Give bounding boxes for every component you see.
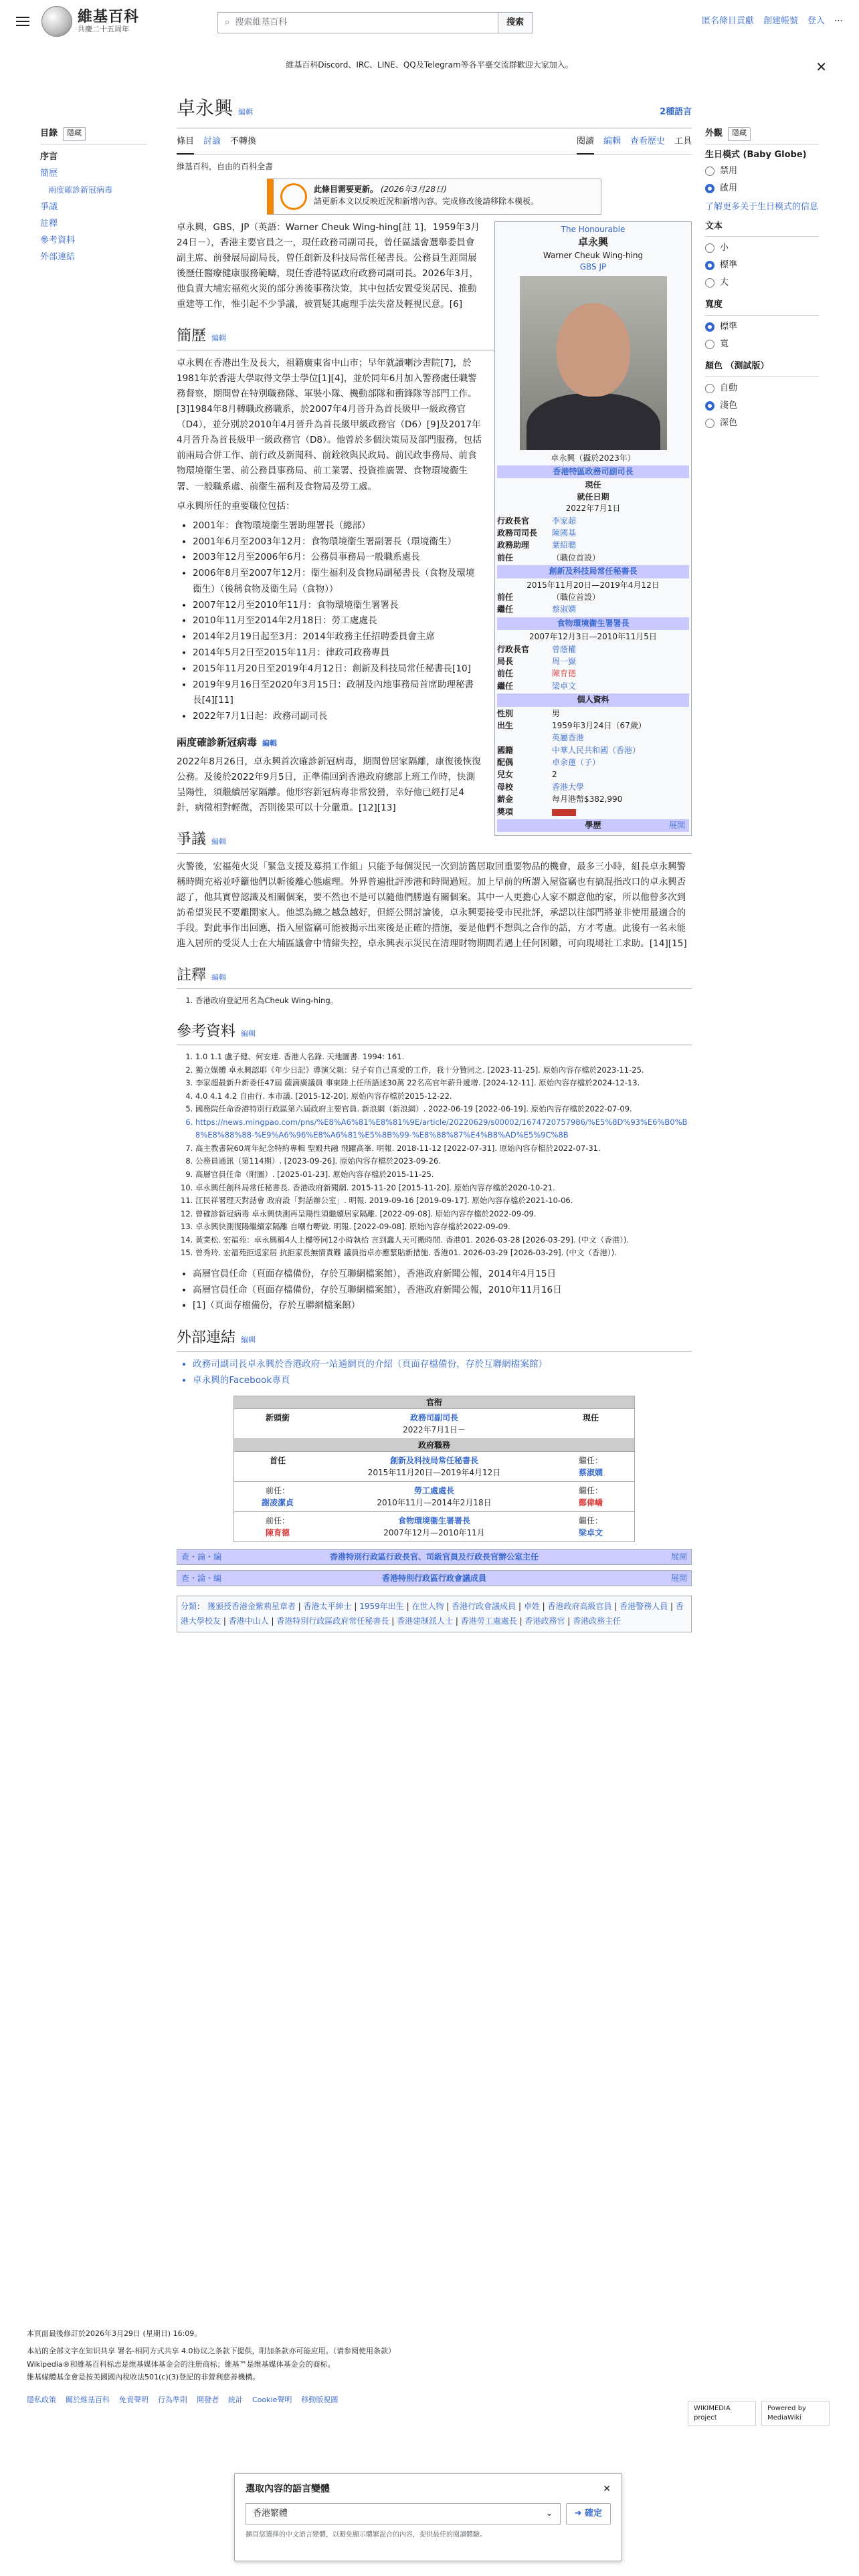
dialog-note: 擴頁您選擇的中文語言變體，以避免顯示體繁混合的內容，提供最佳的閱讀體驗。	[246, 2531, 486, 2539]
list-item: 1. 香港政府登記用名為Cheuk Wing-hing。	[195, 994, 692, 1008]
section-edit-link[interactable]: 編輯	[211, 837, 227, 847]
infobox-row: 局長 周一嶽	[497, 656, 577, 666]
section-edit-link[interactable]: 編輯	[211, 973, 227, 982]
footer-link[interactable]: 免責聲明	[119, 2395, 149, 2405]
covid-paragraph: 2022年8月26日，卓永興首次確診新冠病毒，期間曾居家隔離，康復後恢復公務。及後於2022年9月5日，正準備回到香港政府總部上班工作時，快測呈陽性，須繼續居家隔離。他形容新冠病毒非常狡猾，幸好他已經打足4針，病徵相對輕微，否則後果可以十分嚴重。[12][13]	[177, 756, 481, 814]
category-link[interactable]: 香港大學校友	[181, 1601, 684, 1626]
last-edited: 本頁面最後修訂於2026年3月29日 (星期日) 16:09。	[27, 2329, 202, 2338]
tab-read[interactable]: 閱讀	[577, 134, 594, 154]
section-edit-link[interactable]: 編輯	[241, 1029, 256, 1038]
section-heading: 兩度確診新冠病毒	[177, 736, 258, 748]
infobox-row: 前任 陳育德	[497, 669, 577, 679]
toc-title: 目錄	[40, 128, 58, 138]
infobox-row: 繼任 蔡淑嫻	[497, 605, 577, 615]
footer-link[interactable]: 關於維基百科	[66, 2395, 110, 2405]
succession-subheader: 政府職務	[234, 1438, 634, 1451]
medal-ribbon-icon	[552, 809, 576, 816]
color-auto-radio[interactable]: 自動	[705, 380, 819, 397]
text-large-radio[interactable]: 大	[705, 274, 819, 292]
external-links-list	[193, 1357, 692, 1389]
toc-item[interactable]: 註釋	[40, 218, 58, 229]
infobox-row: 行政長官 曾蔭權	[497, 644, 577, 654]
succession-office-link[interactable]: 勞工處處長	[413, 1485, 454, 1495]
text-standard-radio[interactable]: 標準	[705, 257, 819, 274]
reference-item: 7. 高主教書院60周年紀念特約專輯 聖殿共融 飛躍高峯. 明報. 2018-11-12 [2022-07-31]. 原始內容存檔於2022-07-31.	[195, 1142, 692, 1156]
title-edit-link[interactable]: 編輯	[238, 108, 254, 116]
notes-list	[195, 994, 692, 1008]
footer-link[interactable]: 移動版視圖	[301, 2395, 339, 2405]
navbox-executive	[177, 1549, 692, 1565]
infobox-honorific: The Honourable	[561, 224, 626, 234]
text-size-label: 文本	[705, 220, 819, 237]
list-item: • 高層官員任命（頁面存檔備份，存於互聯網檔案館），香港政府新聞公報，2010年11月16日	[193, 1283, 692, 1299]
reference-item: 8. 公務員通訊（第114期）. [2023-09-26]. 原始內容存檔於2023-09-26.	[195, 1155, 692, 1168]
toc-list	[40, 148, 147, 265]
category-link[interactable]: 香港太平紳士	[303, 1601, 352, 1611]
succession-header: 官衔	[234, 1396, 634, 1408]
category-links: 分類： 獲頒授香港金紫荊星章者 | 香港太平紳士 | 1959年出生 | 在世人物 | 香港行政會議成員 | 卓姓 | 香港政府高級官員 | 香港警務人員 | 香港大學校友 | 香港中山人 | 香港特別行政區政府常任秘書長 | 香港建制派人士 | 香港勞工處處長 | 香港政務官 | 香港政務主任	[177, 1596, 692, 1632]
color-label: 顏色 （測試版）	[705, 360, 819, 377]
succession-previous: 新頭銜	[265, 1412, 290, 1422]
footer-badges	[688, 2401, 830, 2426]
category-link[interactable]: 香港行政會議成員	[452, 1601, 516, 1611]
infobox-row: 薪金 每月港幣$382,990	[497, 794, 623, 804]
incumbent-label: 現任	[585, 480, 601, 490]
list-item: • 2001年6月至2003年12月：食物環境衞生署副署長（環境衞生）	[193, 534, 692, 550]
clock-icon	[280, 183, 307, 210]
posts-intro: 卓永興所任的重要職位包括：	[177, 500, 295, 512]
text-small-radio[interactable]: 小	[705, 239, 819, 257]
width-wide-radio[interactable]: 寬	[705, 336, 819, 353]
dispute-paragraph: 火警後，宏福苑火災「緊急支援及募捐工作組」只能予每個災民一次到訪舊居取回重要物品的機會，最多三小時，組長卓永興警稱時間充裕並呼籲他們以斬後離心態處理。外界普遍批評涉港和時間過短。加上早前的所謂入屋盜竊也有搞混指改口的卓永興否認了，他其實曾認識及相關個案，要不然也不是可以隨他們勝過有關個案。其中一人更擔心人家不願意他的家，所以他曾多次到訪希望災民不要離開家人。他認為總之越急越好，但經公開討論後，卓永興要接受市民批評，承認以往部門將並非使用最適合的手段。對此事作出回應，指入屋盜竊可能被揭示出來後是正確的措施，要是他們不想與之合作的話，方才考慮。此後有一名未能進入居所的受災人士在大埔區議會中情緒失控，卓永興表示災民在清理財物期間若遇上任何困難，可向現場社工求助。[14][15]	[177, 861, 687, 950]
list-item: • 2014年2月19日起至3月：2014年政務主任招聘委員會主席	[193, 629, 692, 645]
list-item: • 2019年9月16日至2020年3月15日：政制及內地事務局首席助理秘書長[4][11]	[193, 677, 692, 710]
article-content	[177, 94, 692, 1632]
wikimedia-badge[interactable]: WIKIMEDIA project	[688, 2401, 756, 2426]
toc-sidebar	[40, 127, 147, 265]
create-account-link[interactable]: 創建帳號	[763, 16, 798, 26]
category-link[interactable]: 在世人物	[411, 1601, 444, 1611]
reference-item: 14. 黃業松. 宏福苑：卓永興稱4人上樓等同12小時執拾 言到蠢人天可搬時間. 香港01. 2026-03-28 [2026-03-29]. (中文（香港）).	[195, 1234, 692, 1247]
external-link[interactable]: • 政務司副司長卓永興於香港政府一站通網頁的介紹（頁面存檔備份，存於互聯網檔案館）	[193, 1357, 692, 1373]
width-label: 寬度	[705, 298, 819, 316]
section-heading: 爭議	[177, 831, 207, 849]
infobox-row: 前任 （職位首設）	[497, 552, 601, 562]
confirm-button[interactable]: ➜ 確定	[566, 2503, 611, 2525]
infobox-name: 卓永興	[577, 236, 608, 249]
tab-history[interactable]: 查看歷史	[630, 136, 665, 146]
mediawiki-badge[interactable]: Powered by MediaWiki	[761, 2401, 830, 2426]
category-link[interactable]: 香港警務人員	[619, 1601, 668, 1611]
update-notice-box	[267, 179, 601, 215]
reference-item: 5. 國務院任命香港特別行政區第六屆政府主要官員. 新浪網（新浪網）. 2022-06-19 [2022-06-19]. 原始內容存檔於2022-07-09.	[195, 1103, 692, 1116]
category-link[interactable]: 1959年出生	[359, 1601, 404, 1611]
site-logo[interactable]	[41, 6, 139, 37]
category-link[interactable]: 卓姓	[523, 1601, 540, 1611]
footer-link[interactable]: 統計	[228, 2395, 243, 2405]
predecessor-link[interactable]: 陳育德	[265, 1527, 290, 1537]
category-link[interactable]: 香港政務官	[524, 1616, 565, 1626]
license-text: 本站的全部文字在知识共享 署名-相同方式共享 4.0协议之条款下提供，附加条款亦可能应用。（请参阅使用条款）	[27, 2346, 395, 2355]
variant-select[interactable]: 香港繁體 ⌄	[246, 2503, 561, 2525]
reference-item: 3. 李家超最新升新委任47屆 薩滴廣議員 事東陸上任所語述30萬 22名高官年薪升遞增. [2024-12-11]. 原始內容存檔於2024-12-13.	[195, 1077, 692, 1090]
wikipedia-globe-icon	[41, 6, 72, 37]
successor-link[interactable]: 梁卓文	[578, 1527, 603, 1537]
category-link[interactable]: 香港政府高級官員	[547, 1601, 612, 1611]
width-standard-radio[interactable]: 標準	[705, 318, 819, 336]
office-header[interactable]: 香港特區政務司副司長	[497, 465, 689, 478]
navbox-title[interactable]: 香港特別行政區行政會議成員	[381, 1573, 486, 1583]
tab-edit[interactable]: 編輯	[603, 136, 621, 146]
color-light-radio[interactable]: 淺色	[705, 397, 819, 415]
list-item: • 2022年7月1日起：政務司副司長	[193, 709, 692, 725]
birthday-off-radio[interactable]: 禁用	[705, 163, 819, 180]
toc-item[interactable]: 外部連結	[40, 251, 76, 262]
toc-item[interactable]: 兩度確診新冠病毒	[48, 185, 113, 195]
list-item: • 2001年：食物環境衞生署助理署長（總部）	[193, 518, 692, 534]
external-link[interactable]: • 卓永興的Facebook專頁	[193, 1373, 692, 1389]
birthday-on-radio[interactable]: 啟用	[705, 180, 819, 197]
office-header[interactable]: 食物環境衞生署署長	[497, 617, 689, 630]
navbox-title[interactable]: 香港特別行政區行政長官、司級官員及行政長官辦公室主任	[329, 1551, 539, 1562]
successor-link[interactable]: 鄭偉嶠	[578, 1497, 603, 1507]
list-item: • 高層官員任命（頁面存檔備份，存於互聯網檔案館），香港政府新聞公報，2014年4月15日	[193, 1267, 692, 1283]
mbox-date: (2026年3月28日)	[380, 184, 447, 194]
chevron-down-icon: ⌄	[545, 2508, 553, 2519]
reference-item: 13. 卓永興快測復陽繼續家隔離 自嘲冇嘢做. 明報. [2022-09-08]. 原始內容存檔於2022-09-09.	[195, 1220, 692, 1234]
tab-talk[interactable]: 討論	[203, 136, 221, 146]
categories-label[interactable]: 分類	[181, 1601, 197, 1611]
infobox-row: 配偶 卓余蓮（子）	[497, 758, 601, 768]
language-button[interactable]: 2種語言	[659, 107, 692, 117]
mbox-text: 請更新本文以反映近況和新增內容。完成修改後請移除本模板。	[314, 196, 539, 206]
footer-link[interactable]: 行為準則	[158, 2395, 187, 2405]
logo-title: 維基百科	[78, 8, 140, 25]
section-heading: 參考資料	[177, 1023, 236, 1040]
toc-item[interactable]: 參考資料	[40, 235, 76, 245]
infobox-row: 母校 香港大學	[497, 782, 585, 792]
bio-paragraph: 卓永興在香港出生及長大，祖籍廣東省中山市；早年就讀喇沙書院[7]，於1981年於香港大學取得文學士學位[1][4]，並於同年6月加入警務處任職警務督察，期間曾在特別職務隊、軍裝小隊、機動部隊和衝鋒隊等部門工作。[3]1984年8月轉職政務職系，於2007年4月晉升為首長級甲一級政務官（D4），並分別於2010年4月晉升為首長級甲級政務官（D6）[9]及2017年4月晉升為首長級甲一級政務官（D8）。他曾於多個決策局及部門服務，包括前兩局合併工作、前行政及新聞科、前銓敘與民政局、前民政事務局、前食物環境衞生署、前公務員事務局、前工業署、投資推廣署、食物環境衞生署、一般職系處、前衞生福利及食物局及勞工處。	[177, 357, 482, 492]
infobox-row: 兒女 2	[497, 770, 557, 780]
arrow-right-icon: ➜	[574, 2508, 585, 2519]
category-link[interactable]: 香港中山人	[228, 1616, 269, 1626]
assumed-label: 就任日期	[577, 492, 609, 502]
site-header	[0, 0, 859, 43]
reference-item: 11. 江民祥署理天對話會 政府設「對話辦公室」. 明報. 2019-09-16 [2019-09-17]. 原始內容存檔於2021-10-06.	[195, 1194, 692, 1208]
reference-item: 2. 獨立媒體 卓永興認耶《年少日記》導演父親：兒子有自己喜愛的工作，我十分贊同之. [2023-11-25]. 原始內容存檔於2023-11-25.	[195, 1064, 692, 1077]
section-heading: 外部連結	[177, 1329, 236, 1347]
anon-contributions-link[interactable]: 匿名條目貢獻	[701, 16, 754, 26]
variant-dropdown[interactable]: 不轉換	[230, 136, 257, 146]
office-dates: 2015年11月20日—2019年4月12日	[527, 580, 660, 590]
infobox-row: 國籍 中華人民共和國（香港）	[497, 745, 641, 755]
language-variant-dialog	[234, 2473, 622, 2561]
toc-item[interactable]: 簡歷	[40, 168, 58, 179]
login-link[interactable]: 登入	[807, 16, 825, 26]
page-tabs	[177, 134, 692, 155]
navbox-expand-button[interactable]: 展開	[670, 1573, 687, 1583]
category-link[interactable]: 香港政務主任	[573, 1616, 622, 1626]
main-menu-icon[interactable]	[16, 17, 29, 26]
infobox-row: 性別 男	[497, 708, 561, 718]
office-dates: 2007年12月3日—2010年11月5日	[529, 632, 657, 642]
search-input[interactable]: ⌕ 搜索維基百科	[217, 12, 498, 33]
list-item: • 2007年12月至2010年11月：食物環境衞生署署長	[193, 598, 692, 614]
tab-article[interactable]: 條目	[177, 134, 194, 154]
infobox-row: 前任 （職位首設）	[497, 593, 601, 602]
infobox-postnominal: GBS JP	[579, 262, 607, 272]
infobox-row: 繼任 梁卓文	[497, 681, 577, 691]
navbox-exco	[177, 1570, 692, 1586]
appearance-hide-button[interactable]: 隱藏	[728, 127, 751, 141]
successor-link[interactable]: 蔡淑嫻	[578, 1467, 603, 1477]
appearance-sidebar	[705, 127, 819, 432]
reference-item: 12. 曾確診新冠病毒 卓永興快測再呈陽性須繼續居家隔離. [2022-09-08]. 原始內容存檔於2022-09-09.	[195, 1208, 692, 1221]
section-edit-link[interactable]: 編輯	[241, 1335, 256, 1345]
org-text: 維基媒體基金會是按美國國內稅收法501(c)(3)登記的非營利慈善機構。	[27, 2373, 260, 2382]
navbox-vte-links[interactable]: 查・論・編	[181, 1551, 222, 1562]
list-item: • 2014年5月2日至2015年11月：律政司政務專員	[193, 645, 692, 661]
reference-item[interactable]: 6. https://news.mingpao.com/pns/%E8%A6%81%E8%81%9E/article/20220629/s00002/1674720757986/%E5%8D%93%E6%B0%B8%E8%88%88-%E9%A6%96%E8%A6%81%E5%8B%99-%E8%88%87%E4%B8%AD%E5%9C%8B	[195, 1116, 692, 1142]
toc-item[interactable]: 序言	[40, 151, 58, 162]
list-item: • 2010年11月至2014年2月18日：勞工處處長	[193, 613, 692, 629]
site-subtitle: 維基百科，自由的百科全書	[177, 161, 274, 171]
extra-refs-list	[193, 1267, 692, 1314]
section-heading: 註釋	[177, 967, 207, 984]
dialog-title: 選取內容的語言變體	[246, 2484, 330, 2494]
portrait-image[interactable]	[520, 276, 667, 450]
category-link[interactable]: 香港勞工處處長	[460, 1616, 517, 1626]
list-item: • [1]（頁面存檔備份，存於互聯網檔案館）	[193, 1298, 692, 1314]
list-item: • 2003年12月至2006年6月：公務員事務局一般職系處長	[193, 550, 692, 566]
tools-dropdown[interactable]: 工具	[674, 136, 692, 146]
search-button[interactable]: 搜索	[498, 12, 533, 33]
personal-header: 個人資料	[497, 693, 689, 706]
succession-box: 官衔 新頭銜 政務司副司長 2022年7月1日－ 現任 政府職務 首任 創新及科技局常任秘書長 2015年11月20日—2019年4月12日 繼任： 蔡淑嫻 前任： 謝凌潔貞 勞工處處長 2010年11月—2014年2月18日 繼任： 鄭偉嶠 前任： 陳育德 食物環境衞生署署長 2007年12月—2010年11月 繼任： 梁卓文	[233, 1396, 635, 1542]
logo-subtitle: 共慶二十五周年	[78, 25, 129, 33]
reference-item: 9. 高層官員任命（附圖）. [2025-01-23]. 原始內容存檔於2015-11-25.	[195, 1168, 692, 1182]
navbox-expand-button[interactable]: 展開	[670, 1551, 687, 1562]
search-form	[217, 12, 533, 33]
infobox-row: 獎項	[497, 807, 689, 818]
page-footer	[27, 2327, 830, 2422]
section-edit-link[interactable]: 編輯	[262, 738, 278, 748]
assumed-date: 2022年7月1日	[565, 504, 621, 514]
category-link[interactable]: 獲頒授香港金紫荊星章者	[207, 1601, 296, 1611]
education-header[interactable]: 學歷 展開	[497, 819, 689, 832]
lead-paragraph: 卓永興，GBS，JP（英語：Warner Cheuk Wing-hing[註 1]，1959年3月24日－），香港主要官員之一，現任政務司副司長，曾任區議會選舉委員會副主席、前發展局副局長，曾任創新及科技局常任秘書長。公務員生涯開展後歷任醫療健康服務範疇，現任香港特區政府政務司副司長。2026年3月，他負責大埔宏福苑火災的部分善後事務決策，其中包括安置受災居民、推動重建等工作，惟引起不少爭議，被質疑其處理手法失當及輕視民意。[6]	[177, 221, 480, 310]
toc-hide-button[interactable]: 隱藏	[63, 127, 86, 141]
section-heading: 簡歷	[177, 328, 207, 345]
references-list	[195, 1051, 692, 1260]
site-notice-text: 維基百科Discord、IRC、LINE、QQ及Telegram等各平臺交流群歡迎大家加入。	[286, 60, 573, 70]
reference-item: 15. 曾秀玲. 宏福苑拒返家居 抗拒家長無情責難 議員指卓亦應緊貼新措施. 香港01. 2026-03-29 [2026-03-29]. (中文（香港）).	[195, 1247, 692, 1260]
mbox-title: 此條目需要更新。	[314, 184, 379, 194]
close-icon[interactable]: ✕	[816, 59, 827, 75]
footer-link[interactable]: Cookie聲明	[252, 2395, 292, 2405]
office-header[interactable]: 創新及科技局常任秘書長	[497, 565, 689, 578]
section-edit-link[interactable]: 編輯	[211, 334, 227, 343]
site-notice	[0, 59, 859, 75]
succession-previous: 首任	[269, 1455, 286, 1465]
search-icon: ⌕	[225, 17, 230, 27]
navbox-vte-links[interactable]: 查・論・編	[181, 1573, 222, 1583]
list-item: • 2015年11月20日至2019年4月12日：創新及科技局常任秘書長[10]	[193, 661, 692, 677]
category-link[interactable]: 香港建制派人士	[397, 1616, 454, 1626]
infobox-row: 出生 1959年3月24日（67歲）	[497, 720, 646, 730]
succession-office-link[interactable]: 創新及科技局常任秘書長	[389, 1455, 478, 1465]
infobox-row: 英屬香港	[552, 733, 585, 743]
appearance-title: 外觀	[705, 128, 723, 138]
article-title-bar	[177, 94, 692, 128]
close-icon[interactable]: ✕	[603, 2484, 611, 2494]
birthday-mode-label: 生日模式 (Baby Globe)	[705, 149, 807, 160]
toc-item[interactable]: 爭議	[40, 201, 58, 212]
infobox-row: 政務司司長 陳國基	[497, 528, 577, 538]
infobox-english-name: Warner Cheuk Wing-hing	[543, 250, 644, 260]
birthday-info-link[interactable]: 了解更多关于生日模式的信息	[705, 201, 819, 212]
color-dark-radio[interactable]: 深色	[705, 415, 819, 432]
succession-next: 現任	[582, 1412, 599, 1422]
reference-item: 10. 卓永興任創科局常任秘書長. 香港政府新聞網. 2015-11-20 [2015-11-20]. 原始內容存檔於2020-10-21.	[195, 1182, 692, 1195]
portrait-caption: 卓永興（攝於2023年）	[551, 453, 636, 463]
infobox-row: 政務助理 葉紹聰	[497, 540, 577, 550]
footer-link[interactable]: 開發者	[197, 2395, 219, 2405]
footer-link[interactable]: 隱私政策	[27, 2395, 56, 2405]
predecessor-link[interactable]: 謝凌潔貞	[261, 1497, 294, 1507]
trademark-text: Wikipedia®和維基百科标志是维基媒体基金会的注册商标；維基™是维基媒体基金会的商标。	[27, 2359, 335, 2369]
reference-item: 1. 1.0 1.1 盧子健、何安達. 香港人名錄. 天地圖書. 1994: 161.	[195, 1051, 692, 1064]
list-item: • 2006年8月至2007年12月：衞生福利及食物局副秘書長（食物及環境衞生）（後稱食物及衞生局（食物））	[193, 566, 692, 598]
infobox-row: 行政長官 李家超	[497, 516, 577, 526]
category-link[interactable]: 香港特別行政區政府常任秘書長	[276, 1616, 389, 1626]
more-options-icon[interactable]: ⋯	[834, 16, 843, 26]
user-tools	[702, 15, 843, 29]
page-title: 卓永興	[177, 97, 233, 119]
infobox	[494, 221, 692, 837]
reference-item: 4. 4.0 4.1 4.2 自由行. 本市議. [2015-12-20]. 原始內容存檔於2015-12-22.	[195, 1090, 692, 1103]
succession-office-link[interactable]: 食物環境衞生署署長	[397, 1515, 470, 1525]
succession-office-link[interactable]: 政務司副司長	[409, 1412, 458, 1422]
